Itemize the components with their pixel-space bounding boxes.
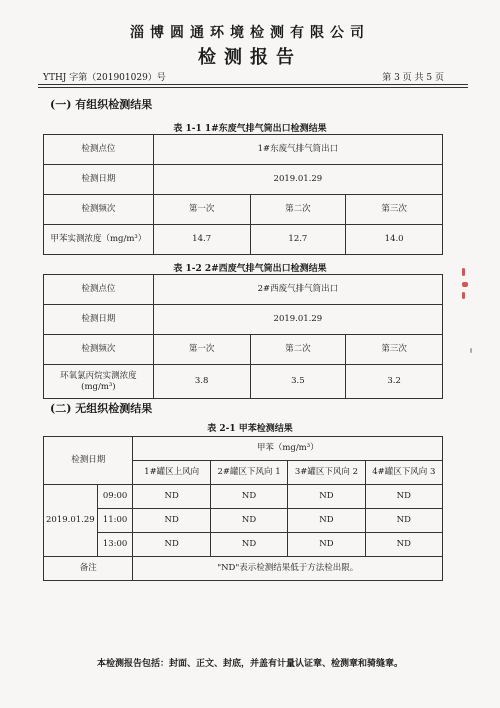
table-row — [44, 509, 443, 533]
point-label: 检测点位 — [44, 135, 154, 165]
concentration-label-line-2: (mg/m³) — [81, 381, 116, 392]
table-1-2-caption: 表 1-2 2#西废气排气筒出口检测结果 — [173, 264, 327, 274]
result-cell: ND — [133, 509, 210, 533]
section-fugitive-title: (二) 无组织检测结果 — [50, 402, 153, 415]
concentration-label — [44, 365, 154, 399]
concentration-label: 甲苯实测浓度（mg/m³） — [44, 225, 154, 255]
result-cell: ND — [210, 509, 287, 533]
report-title: 检测报告 — [198, 47, 302, 68]
seam-stamp-mark — [462, 282, 468, 287]
result-cell: ND — [210, 533, 287, 557]
date-label: 检测日期 — [44, 305, 154, 335]
table-1-1 — [43, 134, 443, 255]
remark-label: 备注 — [44, 557, 133, 581]
company-name: 淄博圆通环境检测有限公司 — [130, 25, 370, 41]
table-row — [44, 533, 443, 557]
point-header-1: 1#罐区上风向 — [133, 461, 210, 485]
point-header-3: 3#罐区下风向 2 — [288, 461, 365, 485]
value-3: 3.2 — [346, 365, 443, 399]
table-1-2 — [43, 274, 443, 399]
date-value: 2019.01.29 — [153, 165, 442, 195]
frequency-2: 第二次 — [250, 195, 346, 225]
seam-stamp-mark — [470, 348, 472, 353]
value-2: 12.7 — [250, 225, 346, 255]
sample-date: 2019.01.29 — [44, 485, 98, 557]
table-2-1-caption: 表 2-1 甲苯检测结果 — [207, 424, 293, 434]
value-2: 3.5 — [250, 365, 346, 399]
report-footer-note: 本检测报告包括：封面、正文、封底，并盖有计量认证章、检测章和骑缝章。 — [96, 659, 403, 669]
point-label: 检测点位 — [44, 275, 154, 305]
frequency-2: 第二次 — [250, 335, 346, 365]
value-3: 14.0 — [346, 225, 443, 255]
result-cell: ND — [365, 533, 442, 557]
document-number: YTHJ 字第（201901029）号 — [43, 73, 166, 83]
date-header: 检测日期 — [44, 437, 133, 485]
frequency-label: 检测频次 — [44, 195, 154, 225]
point-value: 1#东废气排气筒出口 — [153, 135, 442, 165]
table-row — [44, 485, 443, 509]
frequency-label: 检测频次 — [44, 335, 154, 365]
header-rule — [38, 84, 468, 85]
frequency-3: 第三次 — [346, 335, 443, 365]
result-cell: ND — [365, 509, 442, 533]
result-cell: ND — [288, 485, 365, 509]
remark-text: "ND"表示检测结果低于方法检出限。 — [133, 557, 443, 581]
value-1: 3.8 — [153, 365, 250, 399]
frequency-3: 第三次 — [346, 195, 443, 225]
seam-stamp-mark — [462, 292, 465, 299]
result-cell: ND — [210, 485, 287, 509]
result-cell: ND — [133, 533, 210, 557]
sample-time: 13:00 — [97, 533, 133, 557]
date-label: 检测日期 — [44, 165, 154, 195]
section-organized-title: (一) 有组织检测结果 — [50, 98, 153, 111]
result-cell: ND — [288, 533, 365, 557]
point-header-4: 4#罐区下风向 3 — [365, 461, 442, 485]
seam-stamp-mark — [462, 268, 465, 276]
sample-time: 11:00 — [97, 509, 133, 533]
frequency-1: 第一次 — [153, 195, 250, 225]
frequency-1: 第一次 — [153, 335, 250, 365]
sample-time: 09:00 — [97, 485, 133, 509]
result-cell: ND — [365, 485, 442, 509]
page-number: 第 3 页 共 5 页 — [382, 73, 444, 83]
result-cell: ND — [133, 485, 210, 509]
table-1-1-caption: 表 1-1 1#东废气排气筒出口检测结果 — [173, 124, 327, 134]
point-header-2: 2#罐区下风向 1 — [210, 461, 287, 485]
header-rule-2 — [38, 87, 468, 88]
point-value: 2#西废气排气筒出口 — [153, 275, 442, 305]
pollutant-header: 甲苯（mg/m³） — [133, 437, 443, 461]
date-value: 2019.01.29 — [153, 305, 442, 335]
result-cell: ND — [288, 509, 365, 533]
concentration-label-line-1: 环氧氯丙烷实测浓度 — [60, 370, 137, 381]
value-1: 14.7 — [153, 225, 250, 255]
table-2-1 — [43, 436, 443, 581]
